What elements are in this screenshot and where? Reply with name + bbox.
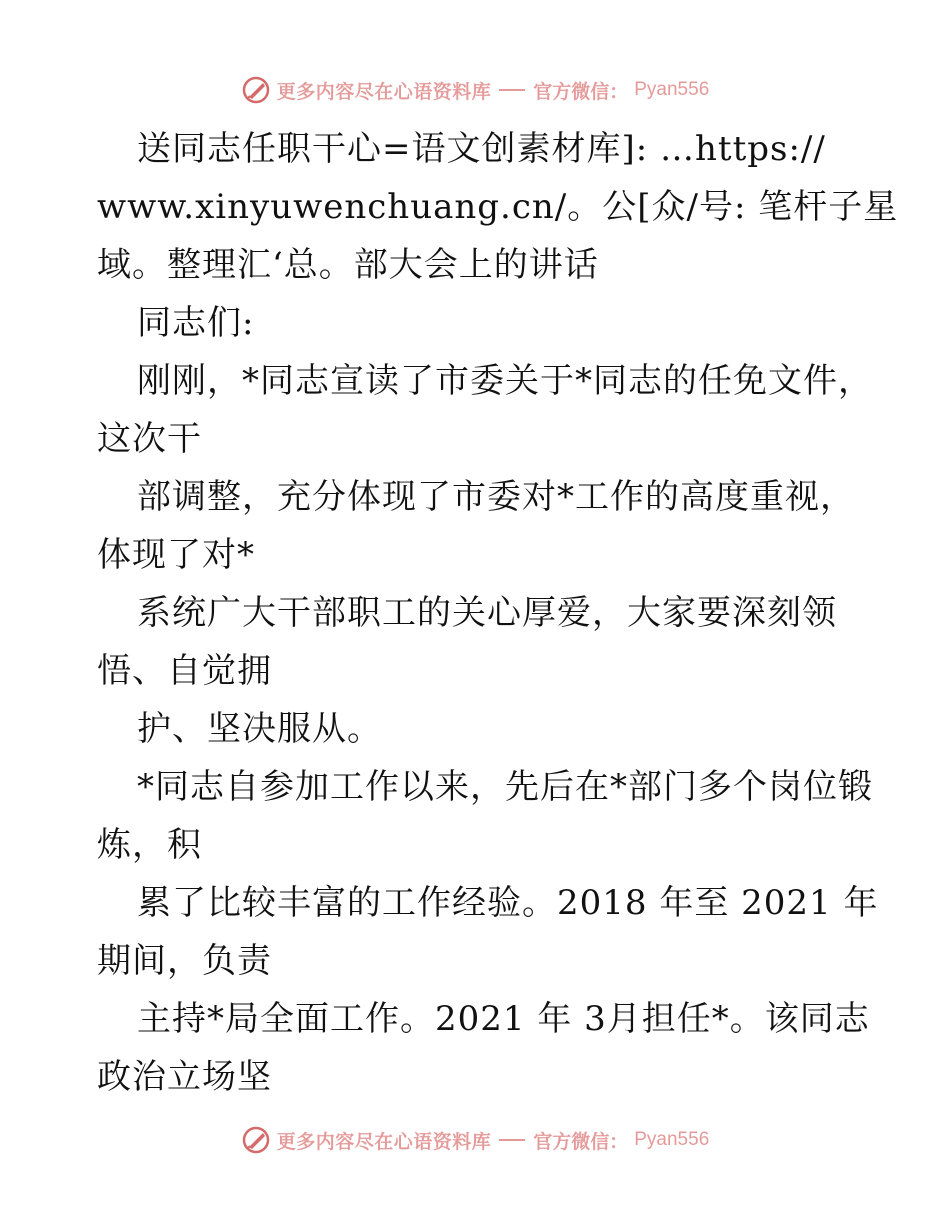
- text-line: 部调整，充分体现了市委对*工作的高度重视，: [137, 477, 855, 517]
- watermark-wechat-id: Pyan556: [634, 1129, 710, 1150]
- text-line: 累了比较丰富的工作经验。2018 年至 2021 年: [137, 883, 879, 923]
- watermark-dash: [499, 89, 525, 91]
- text-line: 悟、自觉拥: [97, 651, 272, 691]
- watermark-wechat-label: 官方微信：: [533, 80, 629, 103]
- text-line: 送同志任职干心=语文创素材库]: …https://: [137, 129, 826, 169]
- text-line: 域。整理汇ʻ总。部大会上的讲话: [97, 245, 599, 285]
- text-line: 体现了对*: [97, 535, 255, 575]
- text-line: 刚刚，*同志宣读了市委关于*同志的任免文件，: [137, 361, 873, 401]
- text-line: www.xinyuwenchuang.cn/。公[众/号: 笔杆子星: [97, 187, 899, 227]
- text-line: 炼，积: [97, 825, 202, 865]
- text-line: 系统广大干部职工的关心厚爱，大家要深刻领: [137, 593, 837, 633]
- watermark-footer: [0, 1120, 950, 1160]
- text-line: 护、坚决服从。: [137, 709, 382, 749]
- watermark-text: 更多内容尽在心语资料库: [276, 1130, 492, 1153]
- text-line: 期间，负责: [97, 941, 272, 981]
- watermark-header: [0, 70, 950, 110]
- text-line: 政治立场坚: [97, 1057, 272, 1097]
- quill-logo-icon: [241, 1125, 271, 1155]
- text-line: *同志自参加工作以来，先后在*部门多个岗位锻: [137, 767, 873, 807]
- watermark-text: 更多内容尽在心语资料库: [276, 80, 492, 103]
- text-line: 这次干: [97, 419, 202, 459]
- watermark-wechat-id: Pyan556: [634, 79, 710, 100]
- document-body: [97, 120, 899, 1106]
- watermark-dash: [499, 1139, 525, 1141]
- text-line: 同志们:: [137, 303, 255, 343]
- quill-logo-icon: [241, 75, 271, 105]
- text-line: 主持*局全面工作。2021 年 3月担任*。该同志: [137, 999, 870, 1039]
- watermark-wechat-label: 官方微信：: [533, 1130, 629, 1153]
